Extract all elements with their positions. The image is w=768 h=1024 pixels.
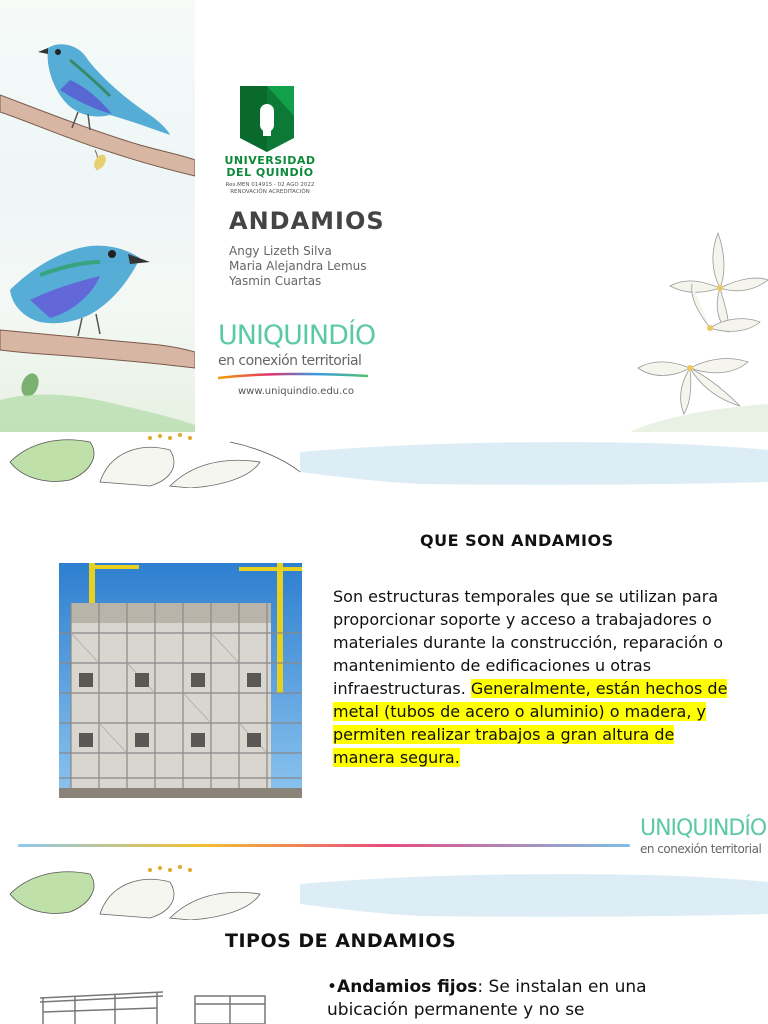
brand-tagline-footer: en conexión territorial xyxy=(640,842,762,856)
types-slide xyxy=(0,864,768,1024)
author-list xyxy=(229,244,366,289)
rainbow-divider xyxy=(18,843,630,849)
university-shield-icon xyxy=(240,86,294,152)
brand-url: www.uniquindio.edu.co xyxy=(238,386,354,397)
types-title: TIPOS DE ANDAMIOS xyxy=(225,930,457,952)
author-1: Angy Lizeth Silva xyxy=(229,244,332,258)
bullet-marker: • xyxy=(327,977,338,997)
university-logo xyxy=(220,86,320,211)
accreditation-renewal: RENOVACIÓN ACREDITACIÓN xyxy=(230,189,310,195)
bullet-fixed-scaffolds xyxy=(327,976,727,1022)
definition-text: Son estructuras temporales que se utilizan para proporcionar soporte y acceso a trabajadores o materiales durante la construcción, reparación o mantenimiento de edificaciones u otras infraestructuras. xyxy=(333,587,724,698)
title-slide xyxy=(0,0,768,432)
uniquindio-brand xyxy=(218,320,378,405)
bullet-text: : Se instalan en una ubicación permanente y no se xyxy=(327,977,647,1020)
definition-slide xyxy=(0,432,768,864)
university-name-line2: DEL QUINDÍO xyxy=(226,166,314,179)
author-3: Yasmin Cuartas xyxy=(229,274,322,288)
white-flowers-illustration xyxy=(630,228,768,432)
definition-highlighted-text: Generalmente, están hechos de metal (tubos de acero o aluminio) o madera, y permiten realizar trabajos a gran altura de manera segura. xyxy=(333,679,728,767)
definition-paragraph xyxy=(333,585,733,769)
scaffold-types-images xyxy=(35,982,270,1024)
brand-tagline: en conexión territorial xyxy=(218,353,362,369)
brand-name: UNIQUINDÍO xyxy=(218,320,376,351)
university-name-line1: UNIVERSIDAD xyxy=(224,154,316,167)
author-2: Maria Alejandra Lemus xyxy=(229,259,367,273)
bullet-term: Andamios fijos xyxy=(337,977,478,997)
accreditation-resolution: Res.MEN 014915 - 02 AGO 2022 xyxy=(225,182,315,188)
decorative-leaves-banner xyxy=(0,432,768,488)
birds-illustration xyxy=(0,0,195,432)
definition-title: QUE SON ANDAMIOS xyxy=(420,531,614,550)
brand-name-footer: UNIQUINDÍO xyxy=(640,816,767,841)
presentation-title: ANDAMIOS xyxy=(229,207,385,235)
bird-illustration-panel xyxy=(0,0,195,432)
rainbow-swoosh-icon xyxy=(218,372,368,380)
decorative-leaves-banner-2 xyxy=(0,864,768,920)
scaffolding-photo xyxy=(59,563,302,798)
